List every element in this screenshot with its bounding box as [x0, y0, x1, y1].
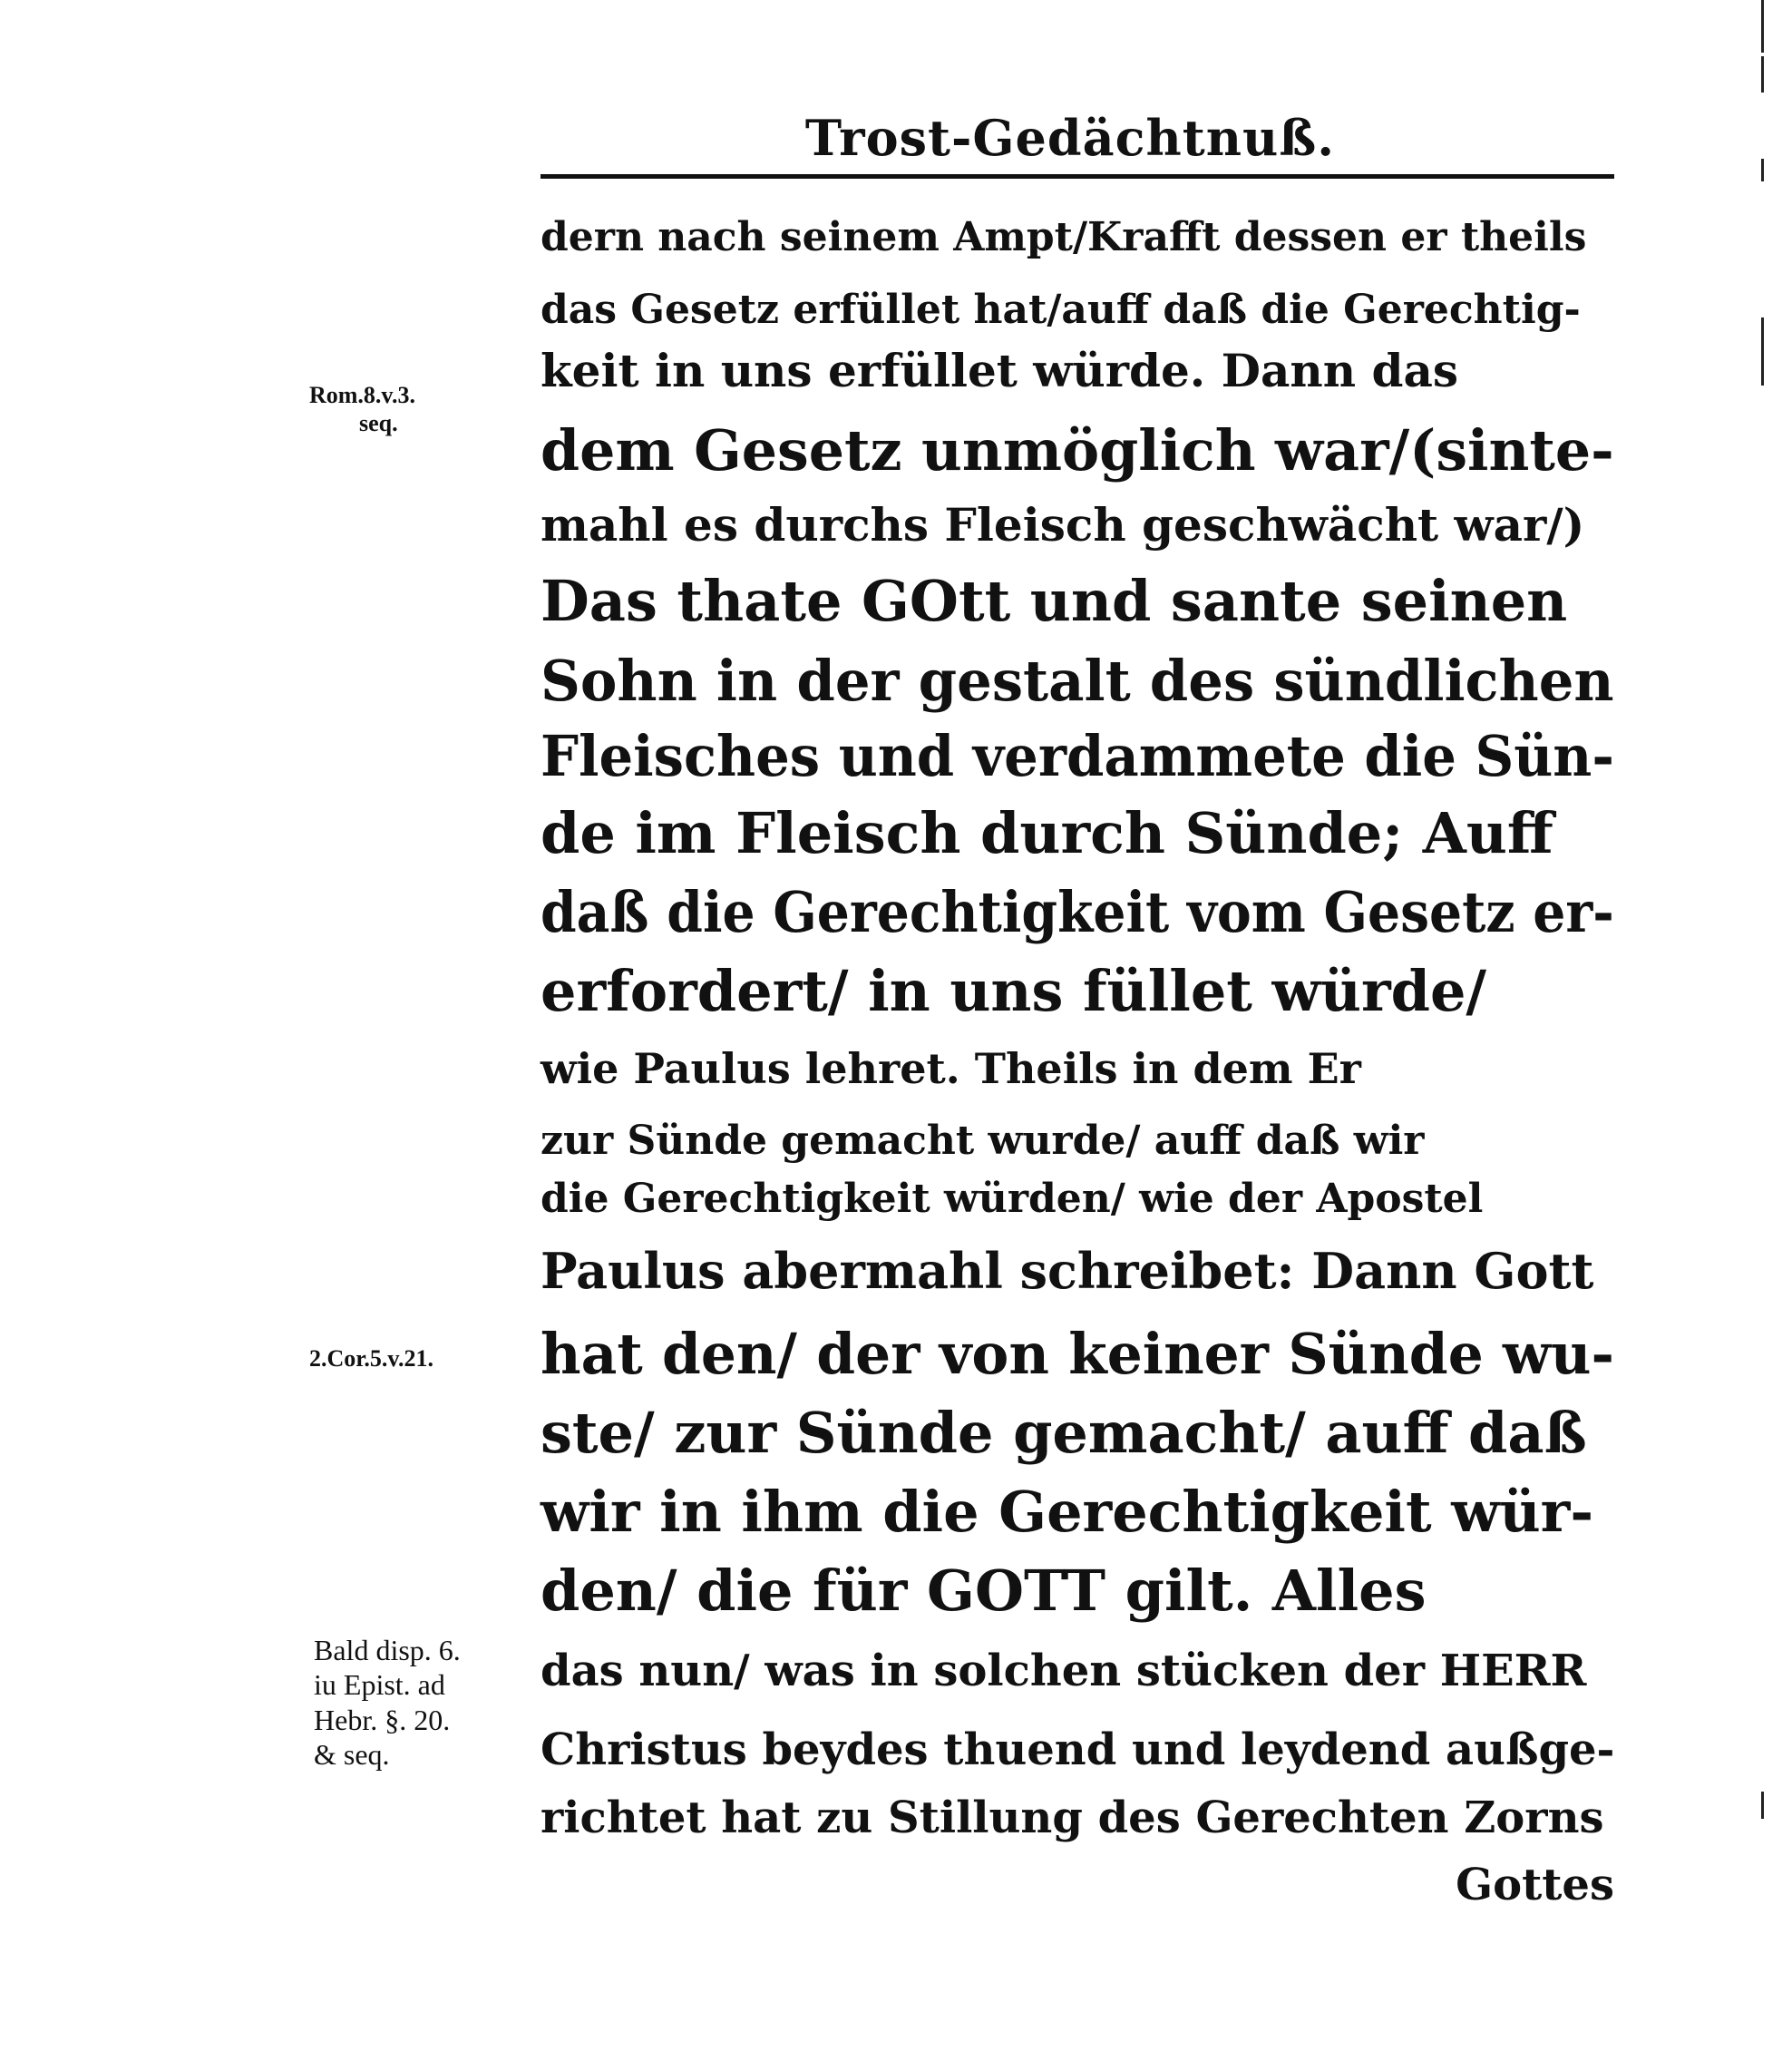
margin-note-line: & seq. [314, 1738, 390, 1772]
text-line: erfordert/ in uns füllet würde/ [541, 958, 1487, 1024]
scan-edge-mark [1761, 159, 1764, 181]
text-line: Sohn in der gestalt des sündlichen [541, 648, 1614, 714]
text-line: Paulus abermahl schreibet: Dann Gott [541, 1242, 1594, 1300]
text-line: hat den/ der von keiner Sünde wu- [541, 1321, 1614, 1387]
scan-edge-mark [1761, 317, 1764, 386]
scan-edge-mark [1761, 0, 1764, 53]
text-line: Das thate GOtt und sante seinen [541, 568, 1568, 634]
margin-note-bald [314, 1633, 461, 1773]
text-line: mahl es durchs Fleisch geschwächt war/) [541, 498, 1585, 552]
text-line: keit in uns erfüllet würde. Dann das [541, 344, 1458, 397]
text-line: Christus beydes thuend und leydend außge- [541, 1724, 1615, 1775]
margin-note-line: seq. [359, 410, 398, 437]
text-line: dern nach seinem Ampt/Krafft dessen er theils [541, 214, 1587, 260]
text-line: richtet hat zu Stillung des Gerechten Zorns [541, 1792, 1604, 1843]
margin-note-line: Hebr. §. 20. [314, 1703, 451, 1736]
text-line: zur Sünde gemacht wurde/ auff daß wir [541, 1118, 1425, 1164]
margin-note-line: Rom.8.v.3. [309, 382, 415, 408]
margin-note-rom [309, 381, 415, 437]
text-line: das nun/ was in solchen stücken der HERR [541, 1646, 1587, 1696]
text-line: wie Paulus lehret. Theils in dem Er [541, 1044, 1361, 1093]
text-line: ste/ zur Sünde gemacht/ auff daß [541, 1400, 1587, 1466]
text-line: dem Gesetz unmöglich war/(sinte- [541, 417, 1614, 484]
margin-note-line: 2.Cor.5.v.21. [309, 1345, 433, 1372]
running-head: Trost-Gedächtnuß. [804, 109, 1336, 167]
margin-note-line: iu Epist. ad [314, 1668, 445, 1702]
margin-note-cor [309, 1344, 433, 1372]
text-line: das Gesetz erfüllet hat/auff daß die Gerechtig- [541, 287, 1581, 333]
text-line: die Gerechtigkeit würden/ wie der Apostel [541, 1176, 1484, 1222]
text-line: daß die Gerechtigkeit vom Gesetz er- [541, 879, 1614, 945]
scan-edge-mark [1761, 1792, 1764, 1819]
scan-edge-mark [1761, 56, 1764, 93]
text-line: den/ die für GOTT gilt. Alles [541, 1558, 1427, 1624]
text-line: wir in ihm die Gerechtigkeit wür- [541, 1479, 1594, 1545]
text-line: Fleisches und verdammete die Sün- [541, 723, 1614, 789]
catchword: Gottes [1456, 1860, 1614, 1910]
header-rule [541, 174, 1614, 179]
margin-note-line: Bald disp. 6. [314, 1634, 461, 1666]
text-line: de im Fleisch durch Sünde; Auff [541, 800, 1553, 866]
